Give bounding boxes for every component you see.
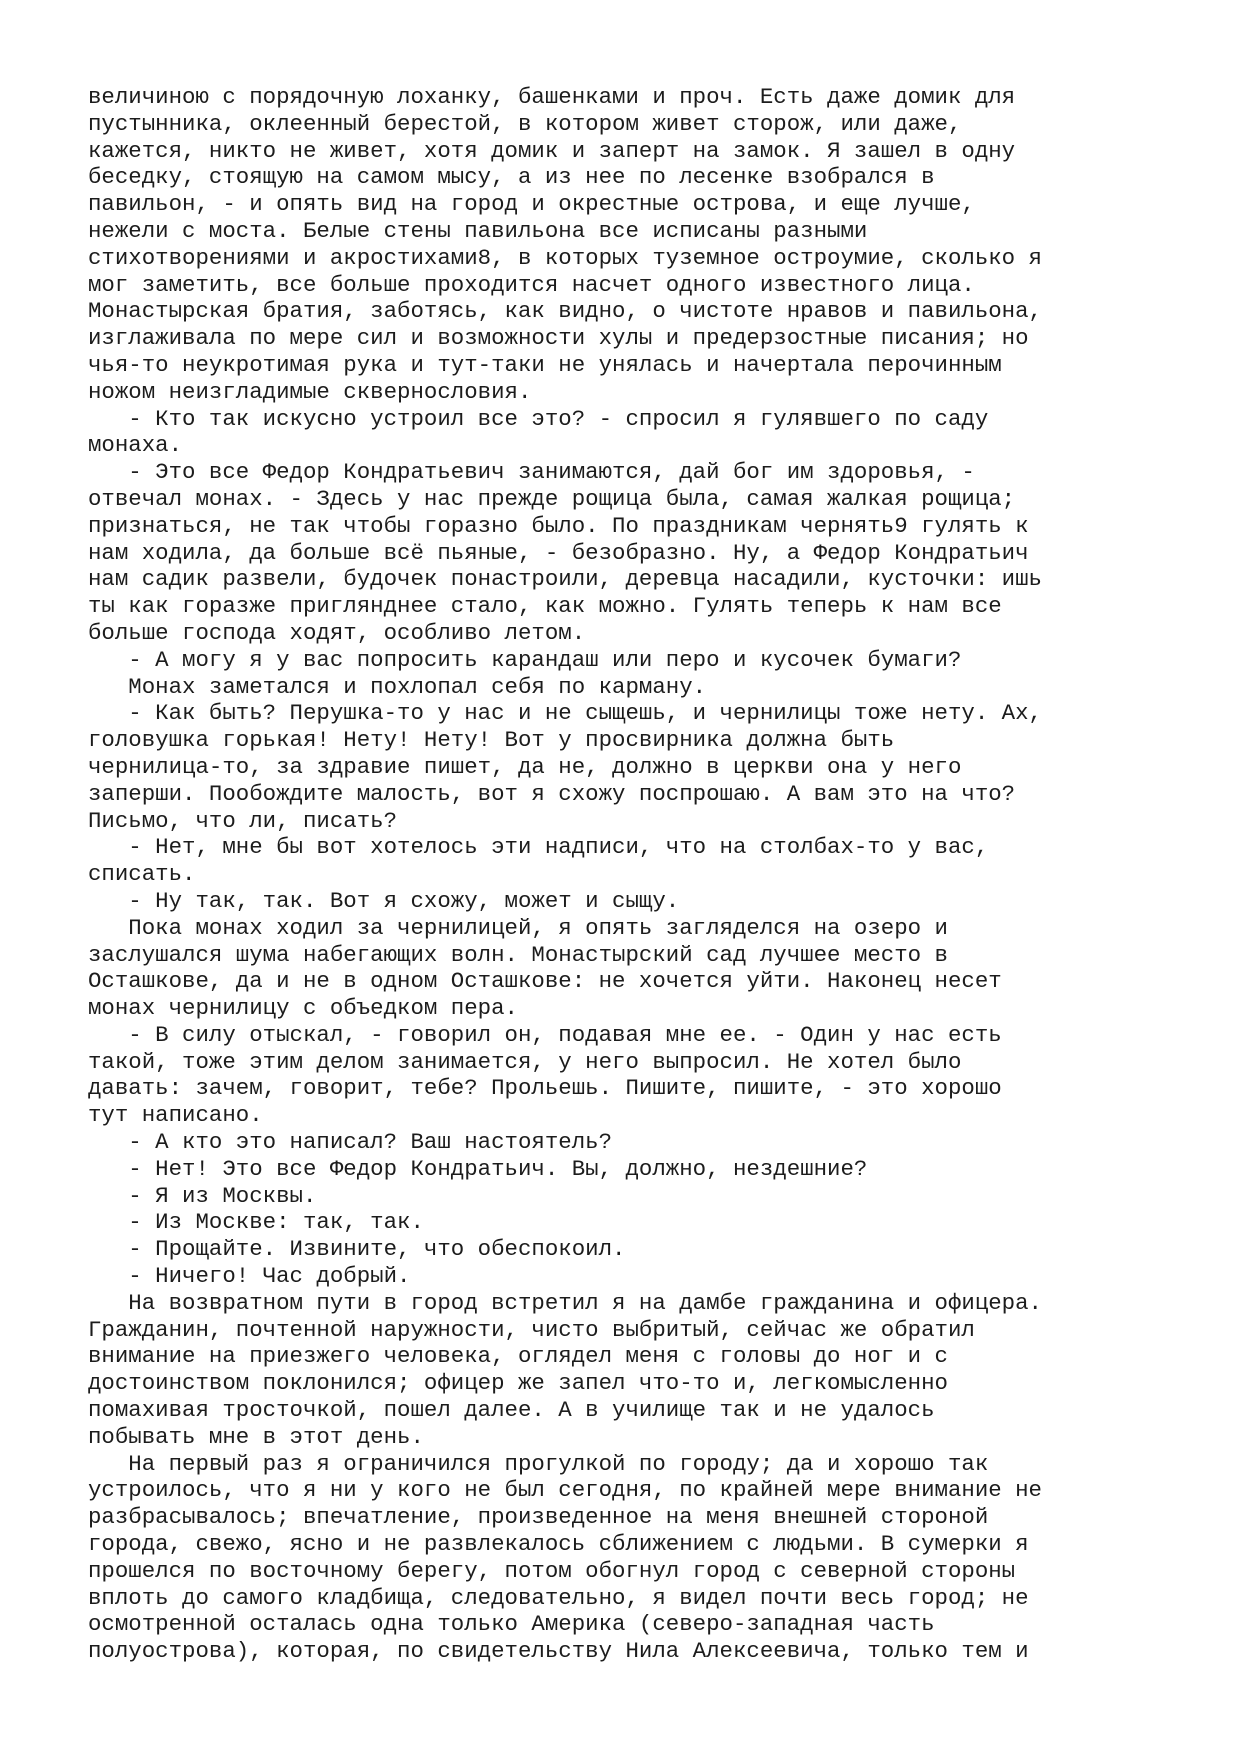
text-line: На возвратном пути в город встретил я на дамбе гражданина и офицера. bbox=[88, 1289, 1042, 1316]
text-line: Письмо, что ли, писать? bbox=[88, 807, 398, 834]
text-line: головушка горькая! Нету! Нету! Вот у просвирника должна быть bbox=[88, 727, 895, 754]
text-line: нам ходила, да больше всё пьяные, - безобразно. Ну, а Федор Кондратьич bbox=[88, 539, 1029, 566]
text-line: На первый раз я ограничился прогулкой по городу; да и хорошо так bbox=[88, 1450, 989, 1477]
text-line: пустынника, оклеенный берестой, в котором живет сторож, или даже, bbox=[88, 110, 962, 137]
text-line: - А кто это написал? Ваш настоятель? bbox=[88, 1129, 613, 1156]
text-line: кажется, никто не живет, хотя домик и заперт на замок. Я зашел в одну bbox=[88, 137, 1016, 164]
text-line: внимание на приезжего человека, оглядел меня с головы до ног и с bbox=[88, 1343, 948, 1370]
text-line: Гражданин, почтенной наружности, чисто выбритый, сейчас же обратил bbox=[88, 1316, 975, 1343]
text-line: - Ничего! Час добрый. bbox=[88, 1263, 411, 1290]
text-line: тут написано. bbox=[88, 1102, 263, 1129]
text-line: Монастырская братия, заботясь, как видно, о чистоте нравов и павильона, bbox=[88, 298, 1042, 325]
document-page bbox=[88, 84, 1168, 1665]
text-line: - Как быть? Перушка-то у нас и не сыщешь, и чернилицы тоже нету. Ах, bbox=[88, 700, 1042, 727]
text-line: - Нет, мне бы вот хотелось эти надписи, что на столбах-то у вас, bbox=[88, 834, 989, 861]
text-line: давать: зачем, говорит, тебе? Прольешь. Пишите, пишите, - это хорошо bbox=[88, 1075, 1002, 1102]
text-line: такой, тоже этим делом занимается, у него выпросил. Не хотел было bbox=[88, 1048, 962, 1075]
text-line: Пока монах ходил за чернилицей, я опять загляделся на озеро и bbox=[88, 914, 948, 941]
text-line: больше господа ходят, особливо летом. bbox=[88, 619, 586, 646]
text-line: Осташкове, да и не в одном Осташкове: не хочется уйти. Наконец несет bbox=[88, 968, 1002, 995]
text-line: павильон, - и опять вид на город и окрестные острова, и еще лучше, bbox=[88, 191, 975, 218]
text-line: чернилица-то, за здравие пишет, да не, должно в церкви она у него bbox=[88, 753, 962, 780]
text-line: - А могу я у вас попросить карандаш или перо и кусочек бумаги? bbox=[88, 646, 962, 673]
text-line: стихотворениями и акростихами8, в которых туземное остроумие, сколько я bbox=[88, 244, 1042, 271]
text-line: списать. bbox=[88, 861, 196, 888]
text-line: изглаживала по мере сил и возможности хулы и предерзостные писания; но bbox=[88, 325, 1029, 352]
text-line: - Я из Москвы. bbox=[88, 1182, 317, 1209]
text-line: мог заметить, все больше проходится насчет одного известного лица. bbox=[88, 271, 975, 298]
text-line: прошелся по восточному берегу, потом обогнул город с северной стороны bbox=[88, 1557, 1016, 1584]
text-line: устроилось, что я ни у кого не был сегодня, по крайней мере внимание не bbox=[88, 1477, 1042, 1504]
text-line: нам садик развели, будочек понастроили, деревца насадили, кусточки: ишь bbox=[88, 566, 1042, 593]
text-line: - Это все Федор Кондратьевич занимаются, дай бог им здоровья, - bbox=[88, 459, 975, 486]
text-line: - Нет! Это все Федор Кондратьич. Вы, должно, нездешние? bbox=[88, 1155, 868, 1182]
text-line: вплоть до самого кладбища, следовательно, я видел почти весь город; не bbox=[88, 1584, 1029, 1611]
text-line: полуострова), которая, по свидетельству Нила Алексеевича, только тем и bbox=[88, 1638, 1029, 1665]
text-line: беседку, стоящую на самом мысу, а из нее по лесенке взобрался в bbox=[88, 164, 935, 191]
text-line: заслушался шума набегающих волн. Монастырский сад лучшее место в bbox=[88, 941, 948, 968]
text-line: монах чернилицу с объедком пера. bbox=[88, 995, 518, 1022]
text-line: достоинством поклонился; офицер же запел что-то и, легкомысленно bbox=[88, 1370, 948, 1397]
text-line: ты как горазже приглянднее стало, как можно. Гулять теперь к нам все bbox=[88, 593, 1002, 620]
text-line: разбрасывалось; впечатление, произведенное на меня внешней стороной bbox=[88, 1504, 989, 1531]
text-line: - Ну так, так. Вот я схожу, может и сыщу. bbox=[88, 887, 680, 914]
text-line: Монах заметался и похлопал себя по карману. bbox=[88, 673, 707, 700]
text-line: нежели с моста. Белые стены павильона все исписаны разными bbox=[88, 217, 868, 244]
text-line: города, свежо, ясно и не развлекалось сближением с людьми. В сумерки я bbox=[88, 1531, 1029, 1558]
text-line: - Прощайте. Извините, что обеспокоил. bbox=[88, 1236, 626, 1263]
text-line: признаться, не так чтобы горазно было. По праздникам чернять9 гулять к bbox=[88, 512, 1029, 539]
text-line: величиною с порядочную лоханку, башенками и проч. Есть даже домик для bbox=[88, 84, 1016, 110]
text-line: - Из Москве: так, так. bbox=[88, 1209, 424, 1236]
text-line: - Кто так искусно устроил все это? - спросил я гулявшего по саду bbox=[88, 405, 989, 432]
text-line: отвечал монах. - Здесь у нас прежде рощица была, самая жалкая рощица; bbox=[88, 485, 1016, 512]
text-line: заперши. Пообождите малость, вот я схожу поспрошаю. А вам это на что? bbox=[88, 780, 1016, 807]
text-line: чья-то неукротимая рука и тут-таки не унялась и начертала перочинным bbox=[88, 351, 1002, 378]
text-line: помахивая тросточкой, пошел далее. А в училище так и не удалось bbox=[88, 1397, 935, 1424]
text-line: побывать мне в этот день. bbox=[88, 1423, 424, 1450]
text-line: осмотренной осталась одна только Америка (северо-западная часть bbox=[88, 1611, 935, 1638]
text-line: ножом неизгладимые сквернословия. bbox=[88, 378, 532, 405]
text-line: - В силу отыскал, - говорил он, подавая мне ее. - Один у нас есть bbox=[88, 1021, 1002, 1048]
text-line: монаха. bbox=[88, 432, 183, 459]
